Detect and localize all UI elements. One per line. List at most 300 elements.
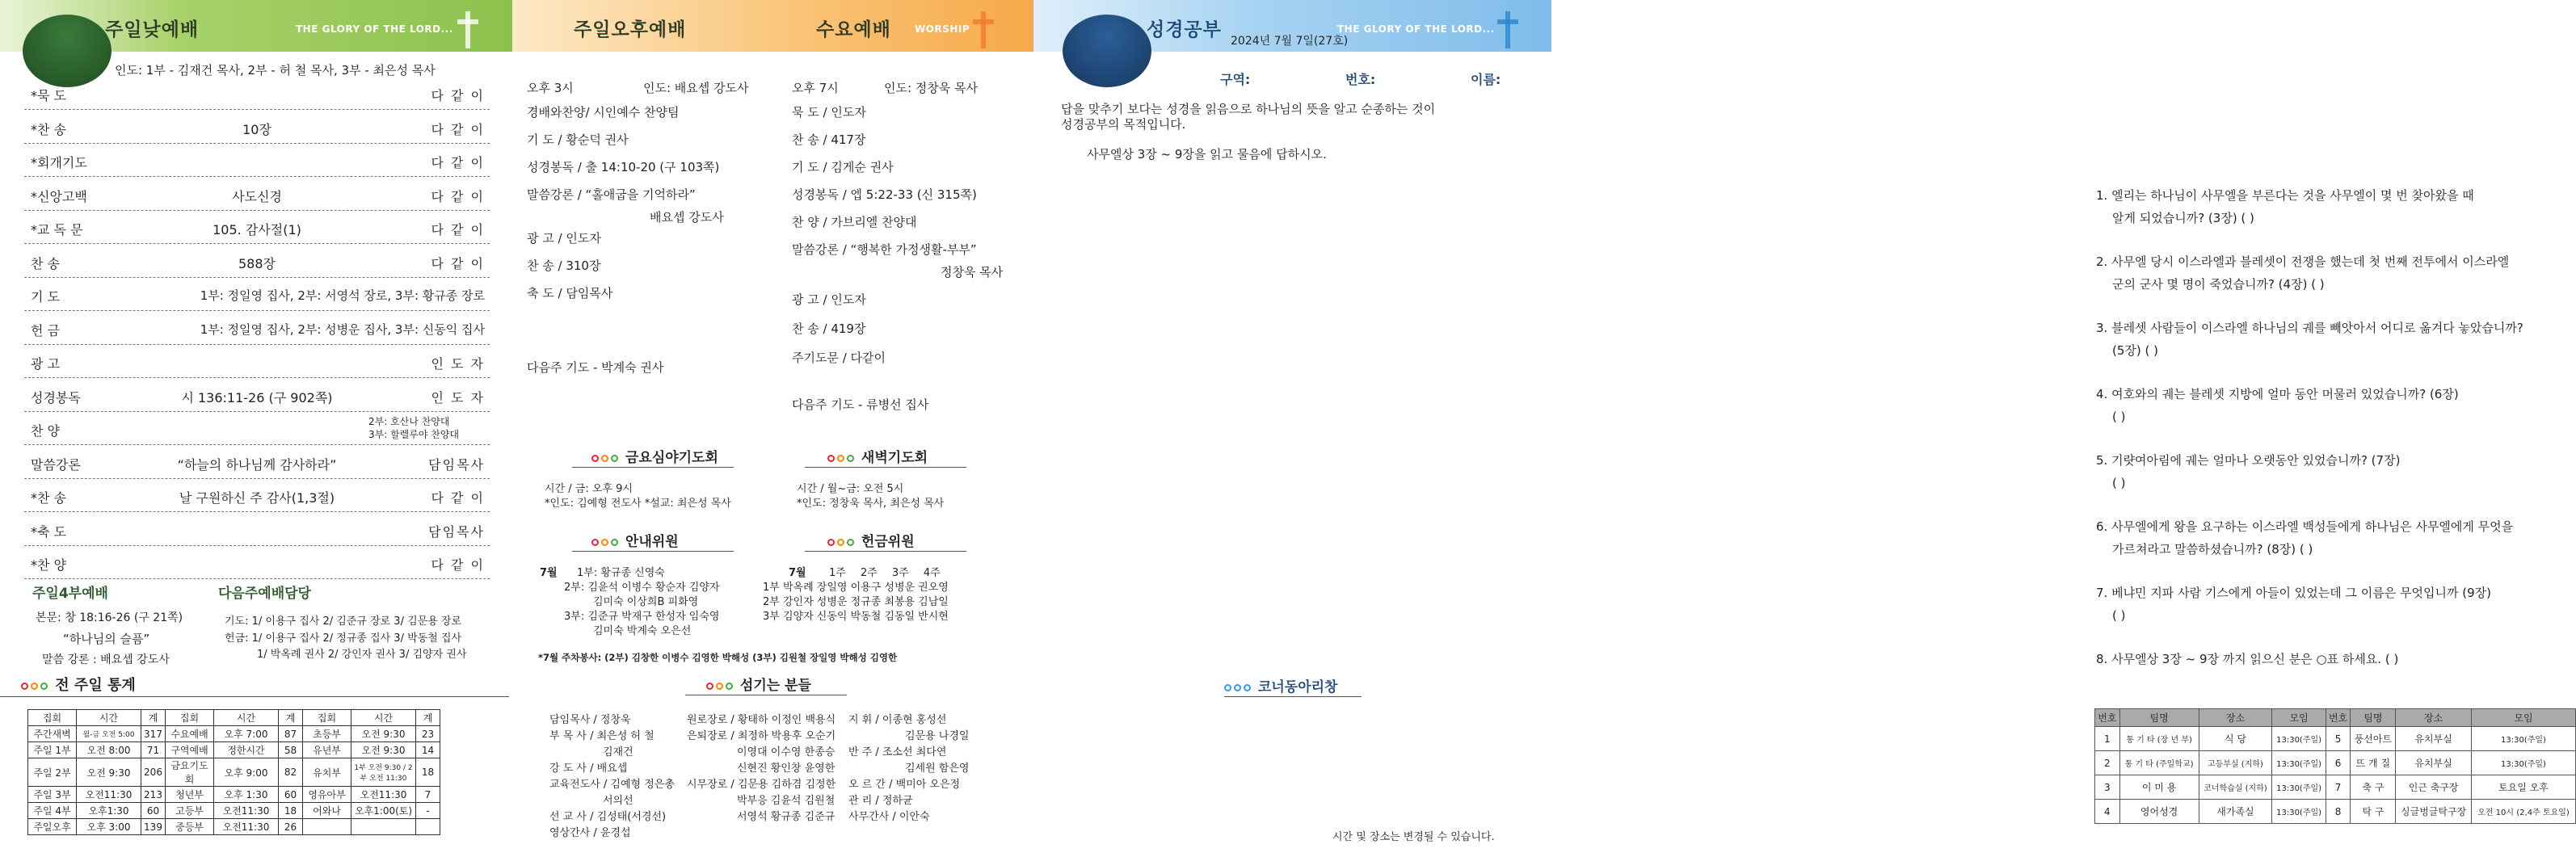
- banner-title: 주일낮예배: [105, 19, 200, 40]
- server-line: 오 르 간 / 백미아 오은정: [848, 779, 961, 791]
- service4-title: 주일4부예배: [32, 586, 108, 602]
- question-text: 7. 베냐민 지파 사람 기스에게 아들이 있었는데 그 이름은 무엇입니까 (9장): [2096, 586, 2491, 600]
- banner-subtitle: WORSHIP: [915, 23, 970, 35]
- club-header: 모임: [2471, 709, 2575, 727]
- order-row: [24, 346, 490, 378]
- order-leader: 인 도 자: [431, 389, 485, 405]
- question-7: [2096, 582, 2491, 627]
- order-item: *묵 도: [31, 88, 66, 103]
- stats-cell: 오전 9:30: [351, 726, 416, 742]
- stats-cell: 주일 2부: [28, 758, 77, 787]
- banner-title-wednesday: 수요예배: [816, 19, 891, 40]
- next-week-title: 다음주예배담당: [218, 586, 311, 602]
- order-leader: 다 같 이: [431, 222, 485, 237]
- question-answer-line: 가르쳐라고 말씀하셨습니까? (8장) ( ): [2112, 542, 2313, 557]
- form-field-label: 구역:: [1220, 72, 1251, 87]
- server-line: 시무장로 / 김문용 김하겸 김정한: [687, 779, 836, 791]
- server-line: 은퇴장로 / 최정하 박용후 오순기: [687, 730, 836, 742]
- server-line: 김세원 함은영: [905, 762, 970, 775]
- offering-title-text: 헌금위원: [861, 534, 915, 550]
- club-cell: 유치부실: [2396, 727, 2472, 751]
- stats-header: 시간: [77, 710, 141, 726]
- stats-cell: 영유아부: [303, 787, 351, 803]
- order-content: 사도신경: [232, 188, 282, 204]
- club-table: [2094, 708, 2576, 824]
- order-leader: 다 같 이: [431, 557, 485, 573]
- afternoon-wednesday-panel: [512, 0, 1033, 857]
- club-cell: 탁 구: [2351, 800, 2396, 824]
- club-header: 팀명: [2119, 709, 2199, 727]
- club-cell: 오전 10시 (2,4주 토요일): [2471, 800, 2575, 824]
- club-cell: 고등부실 (지하): [2199, 751, 2272, 775]
- club-header: 번호: [2095, 709, 2120, 727]
- order-leader: 다 같 이: [431, 490, 485, 506]
- stats-header: 계: [279, 710, 303, 726]
- server-line: 담임목사 / 정창욱: [549, 714, 631, 726]
- stats-cell: 오전 8:00: [77, 742, 141, 758]
- club-row: [2095, 800, 2576, 824]
- service4-sermon: “하나님의 슬픔”: [63, 632, 150, 646]
- service-leaders: 인도: 1부 - 김재건 목사, 2부 - 허 철 목사, 3부 - 최은성 목사: [115, 63, 436, 78]
- stats-cell: 18: [416, 758, 440, 787]
- club-header: 팀명: [2351, 709, 2396, 727]
- stats-cell: 오전11:30: [214, 819, 279, 835]
- wednesday-line: 말씀강론 / “행복한 가정생활-부부”: [792, 242, 977, 257]
- question-answer-line: ( ): [2112, 608, 2126, 623]
- club-underline: [1224, 696, 1362, 697]
- dawn-time: 시간 / 월~금: 오전 5시: [797, 483, 904, 495]
- order-row: [24, 447, 490, 479]
- club-cell: 통 기 타 (장 년 부): [2119, 727, 2199, 751]
- stats-cell: [351, 819, 416, 835]
- stats-header: 시간: [351, 710, 416, 726]
- stats-header: 집회: [303, 710, 351, 726]
- stats-cell: 18: [279, 803, 303, 819]
- order-leader: 1부: 정일영 집사, 2부: 성병운 집사, 3부: 신동익 집사: [200, 321, 485, 337]
- offering-line: 2부 강인자 성병운 정규종 최봉용 김남일: [763, 596, 949, 608]
- next-offering: 헌금: 1/ 이용구 집사 2/ 정규종 집사 3/ 박동철 집사: [225, 632, 462, 645]
- stats-cell: 14: [416, 742, 440, 758]
- dawn-title: [827, 446, 928, 466]
- stats-cell: 23: [416, 726, 440, 742]
- order-row: [24, 111, 490, 144]
- stats-cell: 오후1:30: [77, 803, 141, 819]
- stats-header: 계: [141, 710, 166, 726]
- server-line: 영상간사 / 윤경섭: [549, 827, 631, 839]
- banner-subtitle: THE GLORY OF THE LORD...: [296, 23, 453, 35]
- order-leader: 다 같 이: [431, 188, 485, 204]
- question-2: [2096, 250, 2509, 296]
- offering-line: 1부 박옥례 장일영 이용구 성병운 권오영: [763, 582, 949, 594]
- club-note: 시간 및 장소는 변경될 수 있습니다.: [1332, 831, 1495, 843]
- stats-header: 계: [416, 710, 440, 726]
- order-content: 105. 감사절(1): [213, 222, 301, 237]
- banner-subtitle: THE GLORY OF THE LORD...: [1337, 23, 1495, 35]
- question-answer-line: ( ): [2112, 476, 2126, 490]
- club-cell: 새가족실: [2199, 800, 2272, 824]
- servers-title-text: 섬기는 분들: [739, 678, 811, 694]
- next-prayer: 기도: 1/ 이용구 집사 2/ 김준규 장로 3/ 김문용 장로: [225, 615, 462, 628]
- afternoon-line: 성경봉독 / 출 14:10-20 (구 103쪽): [527, 160, 720, 174]
- ushers-underline: [572, 551, 734, 552]
- afternoon-line: 배요셉 강도사: [650, 210, 724, 225]
- wednesday-line: 찬 송 / 417장: [792, 132, 866, 147]
- afternoon-next: 다음주 기도 - 박계숙 권사: [527, 360, 664, 375]
- stats-cell: 중등부: [166, 819, 214, 835]
- order-row: [24, 279, 490, 311]
- club-cell: 이 미 용: [2119, 775, 2199, 800]
- order-content: “하늘의 하나님께 감사하라”: [177, 456, 337, 473]
- cross-icon: [457, 11, 478, 48]
- stats-cell: [416, 819, 440, 835]
- choir-info: [368, 415, 459, 441]
- afternoon-line: 축 도 / 담임목사: [527, 286, 613, 300]
- stats-row: [28, 758, 440, 787]
- question-text: 3. 블레셋 사람들이 이스라엘 하나님의 궤를 빼앗아서 어디로 옮겨다 놓았습니까?: [2096, 321, 2523, 335]
- club-cell: 7: [2326, 775, 2351, 800]
- friday-underline: [572, 467, 734, 468]
- order-content: 날 구원하신 주 감사(1,3절): [179, 490, 335, 506]
- stats-cell: 60: [141, 803, 166, 819]
- order-row: [24, 514, 490, 546]
- server-line: 서영석 황규종 김준규: [737, 811, 836, 823]
- order-leader: 다 같 이: [431, 121, 485, 137]
- stats-cell: 317: [141, 726, 166, 742]
- banner-title: 성경공부: [1147, 19, 1222, 40]
- sunday-service-banner: [0, 0, 512, 52]
- server-line: 강 도 사 / 배요셉: [549, 762, 628, 775]
- server-line: 서의선: [603, 795, 633, 807]
- club-cell: 6: [2326, 751, 2351, 775]
- question-text: 4. 여호와의 궤는 블레셋 지방에 얼마 동안 머물러 있었습니까? (6장): [2096, 387, 2459, 401]
- next-offering-2: 1/ 박옥례 권사 2/ 강인자 권사 3/ 김양자 권사: [257, 649, 467, 661]
- wednesday-time: 오후 7시: [792, 81, 839, 95]
- bible-study-banner: [1033, 0, 1551, 52]
- friday-leader: *인도: 김예형 전도사 *설교: 최은성 목사: [545, 498, 731, 510]
- club-cell: 토요일 오후: [2471, 775, 2575, 800]
- friday-title-text: 금요심야기도회: [625, 450, 718, 466]
- order-row: [24, 179, 490, 211]
- stats-cell: 월-금 오전 5:00: [77, 726, 141, 742]
- club-row: [2095, 727, 2576, 751]
- stats-cell: 139: [141, 819, 166, 835]
- club-cell: 13:30(주일): [2471, 751, 2575, 775]
- stats-header: 집회: [166, 710, 214, 726]
- intro-line-1: 답을 맞추기 보다는 성경을 읽음으로 하나님의 뜻을 알고 순종하는 것이: [1061, 102, 1436, 116]
- stats-cell: 금요기도회: [166, 758, 214, 787]
- stats-cell: 오전 9:30: [77, 758, 141, 787]
- club-cell: 식 당: [2199, 727, 2272, 751]
- offering-week-header: 1주 2주 3주 4주: [829, 567, 941, 579]
- server-line: 반 주 / 조소선 최다연: [848, 746, 947, 758]
- stats-cell: 7: [416, 787, 440, 803]
- friday-title: [591, 446, 718, 466]
- server-line: 김재건: [603, 746, 633, 758]
- club-cell: 축 구: [2351, 775, 2396, 800]
- afternoon-line: 광 고 / 인도자: [527, 231, 601, 246]
- club-cell: 인근 축구장: [2396, 775, 2472, 800]
- stats-cell: 오전 9:30: [351, 742, 416, 758]
- club-cell: 통 기 타 (주일학교): [2119, 751, 2199, 775]
- club-cell: 뜨 개 질: [2351, 751, 2396, 775]
- order-leader: 인 도 자: [431, 356, 485, 372]
- club-cell: 13:30(주일): [2272, 775, 2326, 800]
- order-row: [24, 480, 490, 512]
- stats-cell: 유년부: [303, 742, 351, 758]
- order-row: [24, 78, 490, 110]
- question-5: [2096, 449, 2400, 494]
- club-header: 장소: [2396, 709, 2472, 727]
- stats-cell: -: [416, 803, 440, 819]
- order-item: 헌 금: [31, 322, 60, 338]
- stats-cell: 26: [279, 819, 303, 835]
- club-cell: 싱글벙글탁구장: [2396, 800, 2472, 824]
- stats-row: [28, 726, 440, 742]
- order-item: *찬 송: [31, 490, 66, 506]
- stats-cell: 주간새벽: [28, 726, 77, 742]
- order-leader: 1부: 정일영 집사, 2부: 서영석 장로, 3부: 황규종 장로: [200, 288, 485, 303]
- order-item: *교 독 문: [31, 222, 83, 237]
- offering-line: 3부 김양자 신동익 박동철 김동일 반시현: [763, 611, 949, 623]
- afternoon-line: 경배와찬양/ 시인예수 찬양팀: [527, 105, 680, 120]
- order-row: [24, 380, 490, 412]
- order-leader: 담임목사: [428, 456, 485, 473]
- stats-cell: 주일오후: [28, 819, 77, 835]
- server-line: 지 휘 / 이종현 홍성선: [848, 714, 947, 726]
- server-line: 사무간사 / 이안숙: [848, 811, 930, 823]
- stats-cell: 주일 3부: [28, 787, 77, 803]
- stats-cell: 82: [279, 758, 303, 787]
- order-leader: 담임목사: [428, 523, 485, 540]
- order-item: 찬 송: [31, 255, 60, 271]
- service4-preacher: 말씀 강론 : 배요셉 강도사: [42, 653, 170, 666]
- order-item: *축 도: [31, 523, 66, 540]
- club-cell: 3: [2095, 775, 2120, 800]
- afternoon-line: 기 도 / 황순덕 권사: [527, 132, 629, 147]
- order-row: [24, 246, 490, 278]
- club-cell: 2: [2095, 751, 2120, 775]
- club-cell: 유치부실: [2396, 751, 2472, 775]
- afternoon-line: 말씀강론 / “홀애굽을 기억하라”: [527, 187, 696, 202]
- stats-header: 시간: [214, 710, 279, 726]
- stats-cell: 213: [141, 787, 166, 803]
- usher-line: 1부: 황규종 신영숙: [577, 567, 665, 579]
- afternoon-time: 오후 3시: [527, 81, 574, 95]
- wednesday-line: 기 도 / 김게순 권사: [792, 160, 894, 174]
- order-item: *신앙고백: [31, 188, 87, 204]
- question-answer-line: (5장) ( ): [2112, 343, 2158, 358]
- stats-cell: 58: [279, 742, 303, 758]
- choir-2: 2부: 호산나 찬양대: [368, 416, 450, 427]
- question-text: 6. 사무엘에게 왕을 요구하는 이스라엘 백성들에게 하나님은 사무엘에게 무엇을: [2096, 519, 2514, 534]
- question-answer-line: 알게 되었습니까? (3장) ( ): [2112, 211, 2254, 225]
- club-cell: 1: [2095, 727, 2120, 751]
- order-item: *찬 송: [31, 121, 66, 137]
- offering-title: [827, 530, 915, 550]
- dawn-leader: *인도: 정창욱 목사, 최은성 목사: [797, 498, 945, 510]
- club-cell: 13:30(주일): [2471, 727, 2575, 751]
- club-title-text: 코너동아리창: [1257, 679, 1338, 695]
- club-cell: 13:30(주일): [2272, 751, 2326, 775]
- service4-text: 본문: 창 18:16-26 (구 21쪽): [36, 611, 183, 624]
- stats-table: [27, 709, 440, 835]
- question-text: 5. 기럇여아림에 궤는 얼마나 오랫동안 있었습니까? (7장): [2096, 453, 2401, 468]
- stats-cell: 청년부: [166, 787, 214, 803]
- club-header: 번호: [2326, 709, 2351, 727]
- order-row: [24, 547, 490, 579]
- club-cell: 5: [2326, 727, 2351, 751]
- stats-row: [28, 742, 440, 758]
- question-1: [2096, 184, 2474, 229]
- order-item: 성경봉독: [31, 389, 81, 405]
- question-3: [2096, 317, 2523, 362]
- stats-cell: 71: [141, 742, 166, 758]
- server-line: 관 리 / 정하균: [848, 795, 913, 807]
- afternoon-leader: 인도: 배요셉 강도사: [643, 81, 749, 95]
- order-item: 광 고: [31, 356, 60, 372]
- offering-underline: [805, 551, 966, 552]
- question-text: 8. 사무엘상 3장 ~ 9장 까지 읽으신 분은 ○표 하세요. ( ): [2096, 652, 2399, 666]
- question-8: [2096, 648, 2398, 670]
- club-header: 장소: [2199, 709, 2272, 727]
- choir-3: 3부: 할렐루야 찬양대: [368, 429, 460, 440]
- stats-cell: 정한시간: [214, 742, 279, 758]
- instruction: 사무엘상 3장 ~ 9장을 읽고 물음에 답하시오.: [1087, 147, 1327, 162]
- cross-icon: [973, 11, 994, 48]
- order-row: [24, 313, 490, 345]
- worship-banner: [512, 0, 1033, 52]
- club-row: [2095, 751, 2576, 775]
- stats-row: [28, 803, 440, 819]
- dawn-underline: [805, 467, 966, 468]
- stats-title-text: 전 주일 통계: [55, 677, 136, 694]
- club-cell: 코너학습실 (지하): [2199, 775, 2272, 800]
- stats-cell: 어와나: [303, 803, 351, 819]
- question-answer-line: 군의 군사 몇 명이 죽었습니까? (4장) ( ): [2112, 277, 2325, 292]
- order-leader: 다 같 이: [431, 255, 485, 271]
- cross-icon: [1497, 11, 1518, 48]
- stats-cell: 오후 7:00: [214, 726, 279, 742]
- order-leader: 다 같 이: [431, 155, 485, 170]
- parking-volunteers: *7월 주차봉사: (2부) 김창한 이병수 김영한 박해성 (3부) 김원철 장일영 박해성 김영한: [538, 652, 898, 663]
- wednesday-next: 다음주 기도 - 류병선 집사: [792, 397, 929, 412]
- ushers-month: 7월: [540, 567, 558, 579]
- question-answer-line: ( ): [2112, 410, 2126, 424]
- form-field-label: 이름:: [1471, 72, 1501, 87]
- order-content: 시 136:11-26 (구 902쪽): [181, 389, 333, 405]
- stats-cell: 오전11:30: [77, 787, 141, 803]
- order-item: 찬 양: [31, 423, 60, 439]
- usher-line: 김미숙 박계숙 오은선: [593, 625, 692, 637]
- club-cell: 13:30(주일): [2272, 727, 2326, 751]
- stats-row: [28, 819, 440, 835]
- stats-title: [21, 674, 136, 695]
- stats-cell: 고등부: [166, 803, 214, 819]
- offering-month: 7월: [789, 567, 806, 579]
- stats-cell: 주일 1부: [28, 742, 77, 758]
- globe-icon: [23, 15, 112, 87]
- server-line: 신현진 황인창 윤영한: [737, 762, 836, 775]
- usher-line: 김미숙 이상희B 피화영: [593, 596, 699, 608]
- question-4: [2096, 383, 2459, 428]
- wednesday-leader: 인도: 정창욱 목사: [884, 81, 979, 95]
- stats-cell: 초등부: [303, 726, 351, 742]
- server-line: 김문용 나경일: [905, 730, 970, 742]
- order-content: 10장: [242, 121, 271, 137]
- stats-cell: 구역예배: [166, 742, 214, 758]
- order-item: 기 도: [31, 289, 60, 305]
- order-item: *찬 양: [31, 557, 66, 573]
- club-row: [2095, 775, 2576, 800]
- wednesday-line: 성경봉독 / 엡 5:22-33 (신 315쪽): [792, 187, 977, 202]
- stats-cell: 오전11:30: [214, 803, 279, 819]
- sunday-service-panel: [0, 0, 512, 857]
- stats-cell: 수요예배: [166, 726, 214, 742]
- stats-cell: 1부 오전 9:30 / 2부 오전 11:30: [351, 758, 416, 787]
- intro-line-2: 성경공부의 목적입니다.: [1061, 117, 1186, 132]
- club-cell: 4: [2095, 800, 2120, 824]
- stats-cell: 오후 9:00: [214, 758, 279, 787]
- order-item: *회개기도: [31, 155, 87, 170]
- question-6: [2096, 515, 2513, 561]
- stats-cell: 오후 3:00: [77, 819, 141, 835]
- bible-study-panel: [1033, 0, 2570, 857]
- server-line: 원로장로 / 황태하 이정인 백용식: [687, 714, 836, 726]
- order-row: [24, 145, 490, 177]
- wednesday-line: 찬 양 / 가브리엘 찬양대: [792, 215, 917, 229]
- server-line: 교육전도사 / 김예형 정은총: [549, 779, 675, 791]
- stats-cell: 87: [279, 726, 303, 742]
- stats-header: 집회: [28, 710, 77, 726]
- order-leader: 다 같 이: [431, 88, 485, 103]
- stats-cell: 60: [279, 787, 303, 803]
- order-content: 588장: [238, 255, 276, 271]
- issue-date: 2024년 7월 7일(27호): [1231, 35, 1349, 48]
- server-line: 선 교 사 / 김성태(서경선): [549, 811, 667, 823]
- question-text: 2. 사무엘 당시 이스라엘과 블레셋이 전쟁을 했는데 첫 번째 전투에서 이스라엘: [2096, 254, 2510, 269]
- form-field-label: 교구:: [1095, 72, 1126, 87]
- servers-title: [706, 674, 811, 694]
- stats-cell: [303, 819, 351, 835]
- club-cell: 풍선아트: [2351, 727, 2396, 751]
- wednesday-line: 주기도문 / 다같이: [792, 351, 886, 365]
- ushers-title-text: 안내위원: [625, 534, 679, 550]
- server-line: 부 목 사 / 최은성 허 철: [549, 730, 655, 742]
- dawn-title-text: 새벽기도회: [861, 450, 928, 466]
- usher-line: 2부: 김윤석 이병수 황순자 김양자: [564, 582, 720, 594]
- usher-line: 3부: 김준규 박재구 한성자 임숙영: [564, 611, 720, 623]
- server-line: 박부응 김윤석 김원철: [737, 795, 836, 807]
- club-header: 모임: [2272, 709, 2326, 727]
- stats-cell: 오후 1:30: [214, 787, 279, 803]
- stats-cell: 오전11:30: [351, 787, 416, 803]
- club-cell: 13:30(주일): [2272, 800, 2326, 824]
- stats-cell: 오후1:00(토): [351, 803, 416, 819]
- friday-time: 시간 / 금: 오후 9시: [545, 483, 633, 495]
- order-row: [24, 212, 490, 244]
- club-cell: 영어성경: [2119, 800, 2199, 824]
- banner-title-afternoon: 주일오후예배: [574, 19, 687, 40]
- server-line: 이영대 이수영 한종승: [737, 746, 836, 758]
- ushers-title: [591, 530, 679, 550]
- stats-row: [28, 787, 440, 803]
- form-field-label: 번호:: [1345, 72, 1376, 87]
- wednesday-line: 정창욱 목사: [941, 265, 1004, 279]
- wednesday-line: 묵 도 / 인도자: [792, 105, 866, 120]
- stats-cell: 206: [141, 758, 166, 787]
- order-item: 말씀강론: [31, 456, 81, 473]
- question-text: 1. 엘리는 하나님이 사무엘을 부른다는 것을 사무엘이 몇 번 찾아왔을 때: [2096, 188, 2474, 203]
